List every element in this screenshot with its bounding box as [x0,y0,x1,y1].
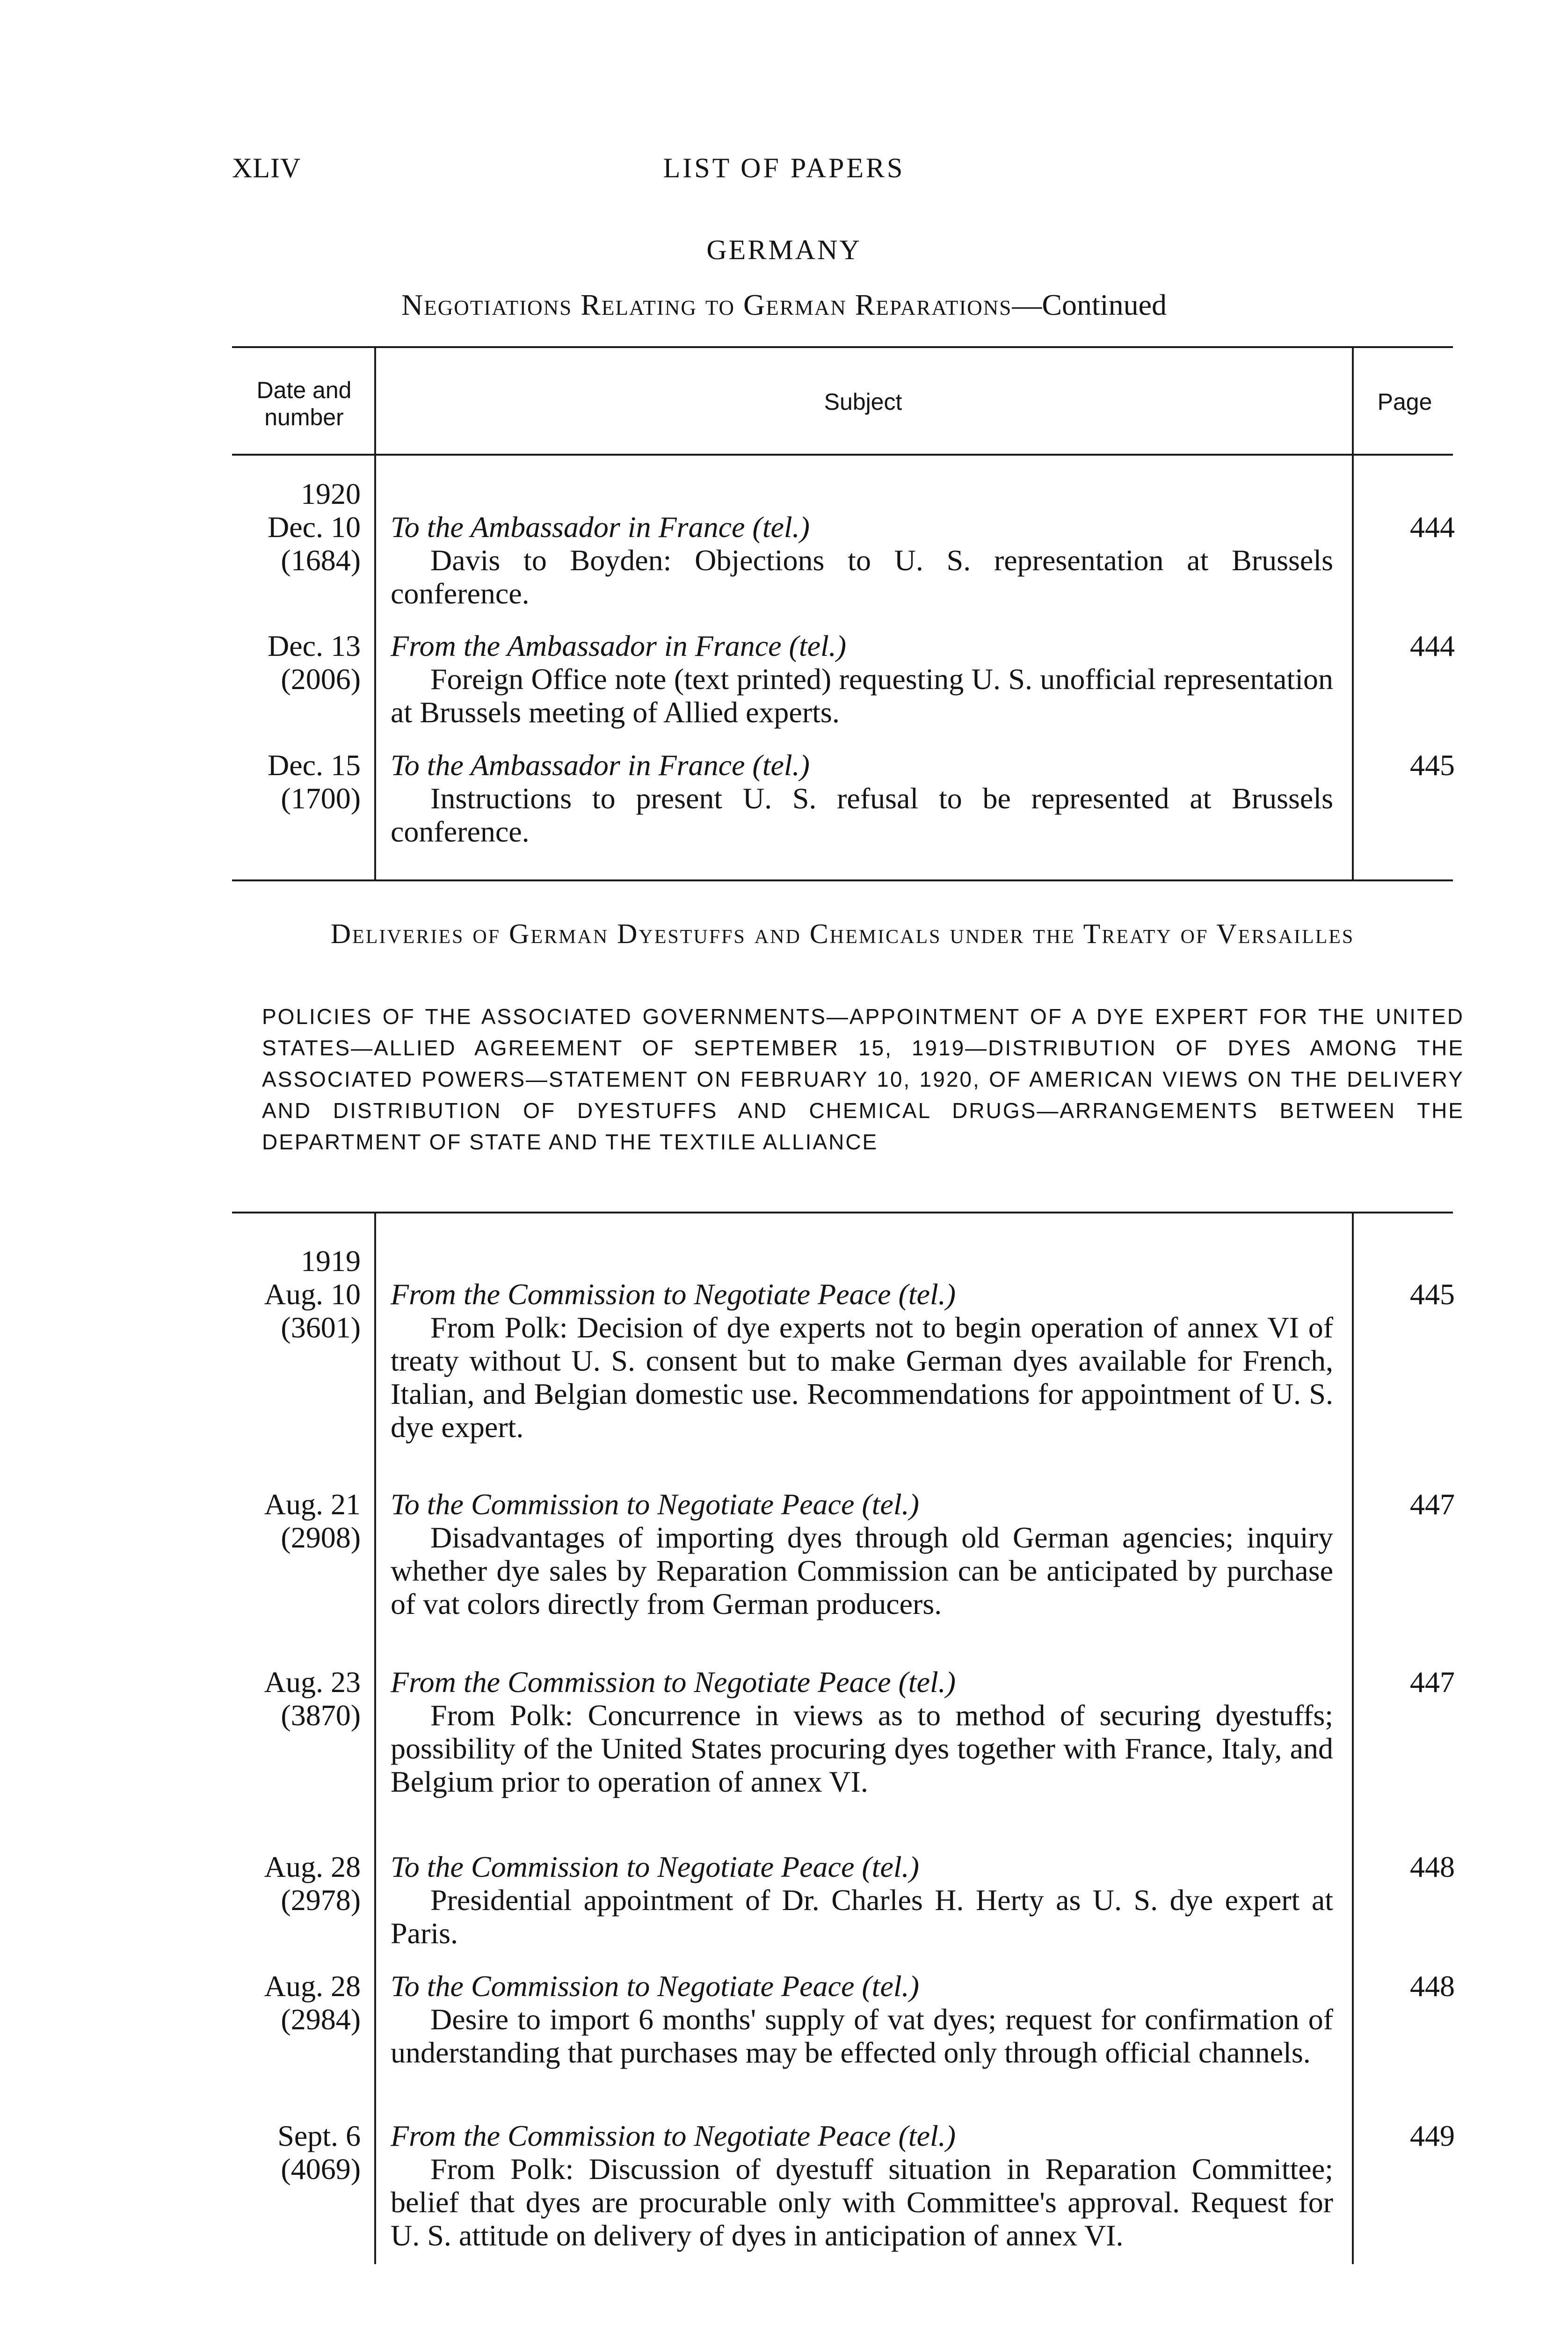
row-date: Dec. 10 [267,510,361,544]
row-subject [391,1665,1333,1798]
table1-col-divider-2 [1352,346,1354,879]
row-body: Desire to import 6 months' supply of vat dyes; request for confirmation of understanding that purchases may be effected only through official channels. [391,2003,1333,2069]
page-folio: XLIV [232,153,301,183]
table2-col-divider-1 [374,1212,376,2264]
row-number: (3601) [281,1311,361,1344]
row-body: From Polk: Concurrence in views as to method of securing dyestuffs; possibility of the United States procuring dyes together with France, Italy, and Belgium prior to operation of annex VI. [391,1699,1333,1798]
row-subject [391,748,1333,848]
row-subject [391,1850,1333,1950]
row-body: Presidential appointment of Dr. Charles H. Herty as U. S. dye expert at Paris. [391,1883,1333,1950]
row-body: Foreign Office note (text printed) requesting U. S. unofficial representation at Brussels meeting of Allied experts. [391,662,1333,729]
row-title: From the Commission to Negotiate Peace (tel.) [391,1278,956,1311]
row-number: (2978) [281,1883,361,1917]
row-number: (2908) [281,1521,361,1554]
table2-year: 1919 [301,1244,361,1278]
column-header-page: Page [1377,389,1432,415]
row-subject [391,2119,1333,2252]
row-page: 444 [1410,510,1455,544]
section-subheading [0,288,1568,322]
row-subject [391,1969,1333,2069]
row-date: Dec. 15 [267,748,361,782]
table1-header-rule [232,454,1453,456]
row-date: Aug. 28 [264,1969,361,2003]
row-title: From the Commission to Negotiate Peace (tel.) [391,1665,956,1699]
row-title: To the Ambassador in France (tel.) [391,510,810,544]
row-body: Disadvantages of importing dyes through old German agencies; inquiry whether dye sales by Reparation Commission can be anticipated by purchase of vat colors directly from German producers. [391,1521,1333,1620]
column-header-subject: Subject [824,389,902,415]
row-page: 449 [1410,2119,1455,2152]
row-date: Aug. 10 [264,1278,361,1311]
row-page: 447 [1410,1665,1455,1699]
table2-col-divider-2 [1352,1212,1354,2264]
row-page: 447 [1410,1488,1455,1521]
table2-top-rule [232,1212,1453,1213]
table1-top-rule [232,346,1453,348]
row-title: From the Commission to Negotiate Peace (tel.) [391,2119,956,2152]
row-subject [391,1488,1333,1620]
row-page: 445 [1410,1278,1455,1311]
row-date: Aug. 28 [264,1850,361,1883]
row-title: To the Ambassador in France (tel.) [391,748,810,782]
row-title: To the Commission to Negotiate Peace (tel.) [391,1850,919,1883]
table1-col-divider-1 [374,346,376,879]
section-heading: Deliveries of German Dyestuffs and Chemicals under the Treaty of Versailles [330,918,1355,949]
row-number: (1684) [281,544,361,577]
row-date: Dec. 13 [267,629,361,662]
row-page: 448 [1410,1850,1455,1883]
row-body: From Polk: Decision of dye experts not to begin operation of annex VI of treaty without U. S. consent but to make German dyes available for French, Italian, and Belgian domestic use. Recommendations for appointment of U. S. dye expert. [391,1311,1333,1444]
row-subject [391,1278,1333,1444]
continued-label: —Continued [1012,288,1167,321]
row-body: Davis to Boyden: Objections to U. S. representation at Brussels conference. [391,544,1333,610]
row-subject [391,629,1333,729]
table1-bottom-rule [232,879,1453,881]
row-body: From Polk: Discussion of dyestuff situation in Reparation Committee; belief that dyes are procurable only with Committee's approval. Request for U. S. attitude on delivery of dyes in anticipation of annex VI. [391,2152,1333,2252]
row-body: Instructions to present U. S. refusal to be represented at Brussels conference. [391,782,1333,848]
row-number: (2984) [281,2003,361,2036]
row-number: (2006) [281,662,361,696]
row-page: 445 [1410,748,1455,782]
row-date: Aug. 23 [264,1665,361,1699]
row-page: 448 [1410,1969,1455,2003]
row-subject [391,510,1333,610]
section-summary: POLICIES OF THE ASSOCIATED GOVERNMENTS—APPOINTMENT OF A DYE EXPERT FOR THE UNITED STATES—ALLIED AGREEMENT OF SEPTEMBER 15, 1919—DISTRIBUTION OF DYES AMONG THE ASSOCIATED POWERS—STATEMENT ON FEBRUARY 10, 1920, OF AMERICAN VIEWS ON THE DELIVERY AND DISTRIBUTION OF DYESTUFFS AND CHEMICAL DRUGS—ARRANGEMENTS BETWEEN THE DEPARTMENT OF STATE AND THE TEXTILE ALLIANCE [262,1004,1464,1154]
table1-year: 1920 [301,477,361,510]
row-date: Aug. 21 [264,1488,361,1521]
row-title: From the Ambassador in France (tel.) [391,629,847,662]
row-number: (3870) [281,1699,361,1732]
running-title: LIST OF PAPERS [663,153,905,183]
row-date: Sept. 6 [277,2119,361,2152]
row-page: 444 [1410,629,1455,662]
row-number: (4069) [281,2152,361,2186]
column-header-date: Date and number [256,377,352,430]
country-heading: GERMANY [706,234,862,265]
row-number: (1700) [281,782,361,815]
subheading-text: Negotiations Relating to German Reparations [401,288,1012,321]
row-title: To the Commission to Negotiate Peace (tel.) [391,1969,919,2003]
row-title: To the Commission to Negotiate Peace (tel.) [391,1488,919,1521]
